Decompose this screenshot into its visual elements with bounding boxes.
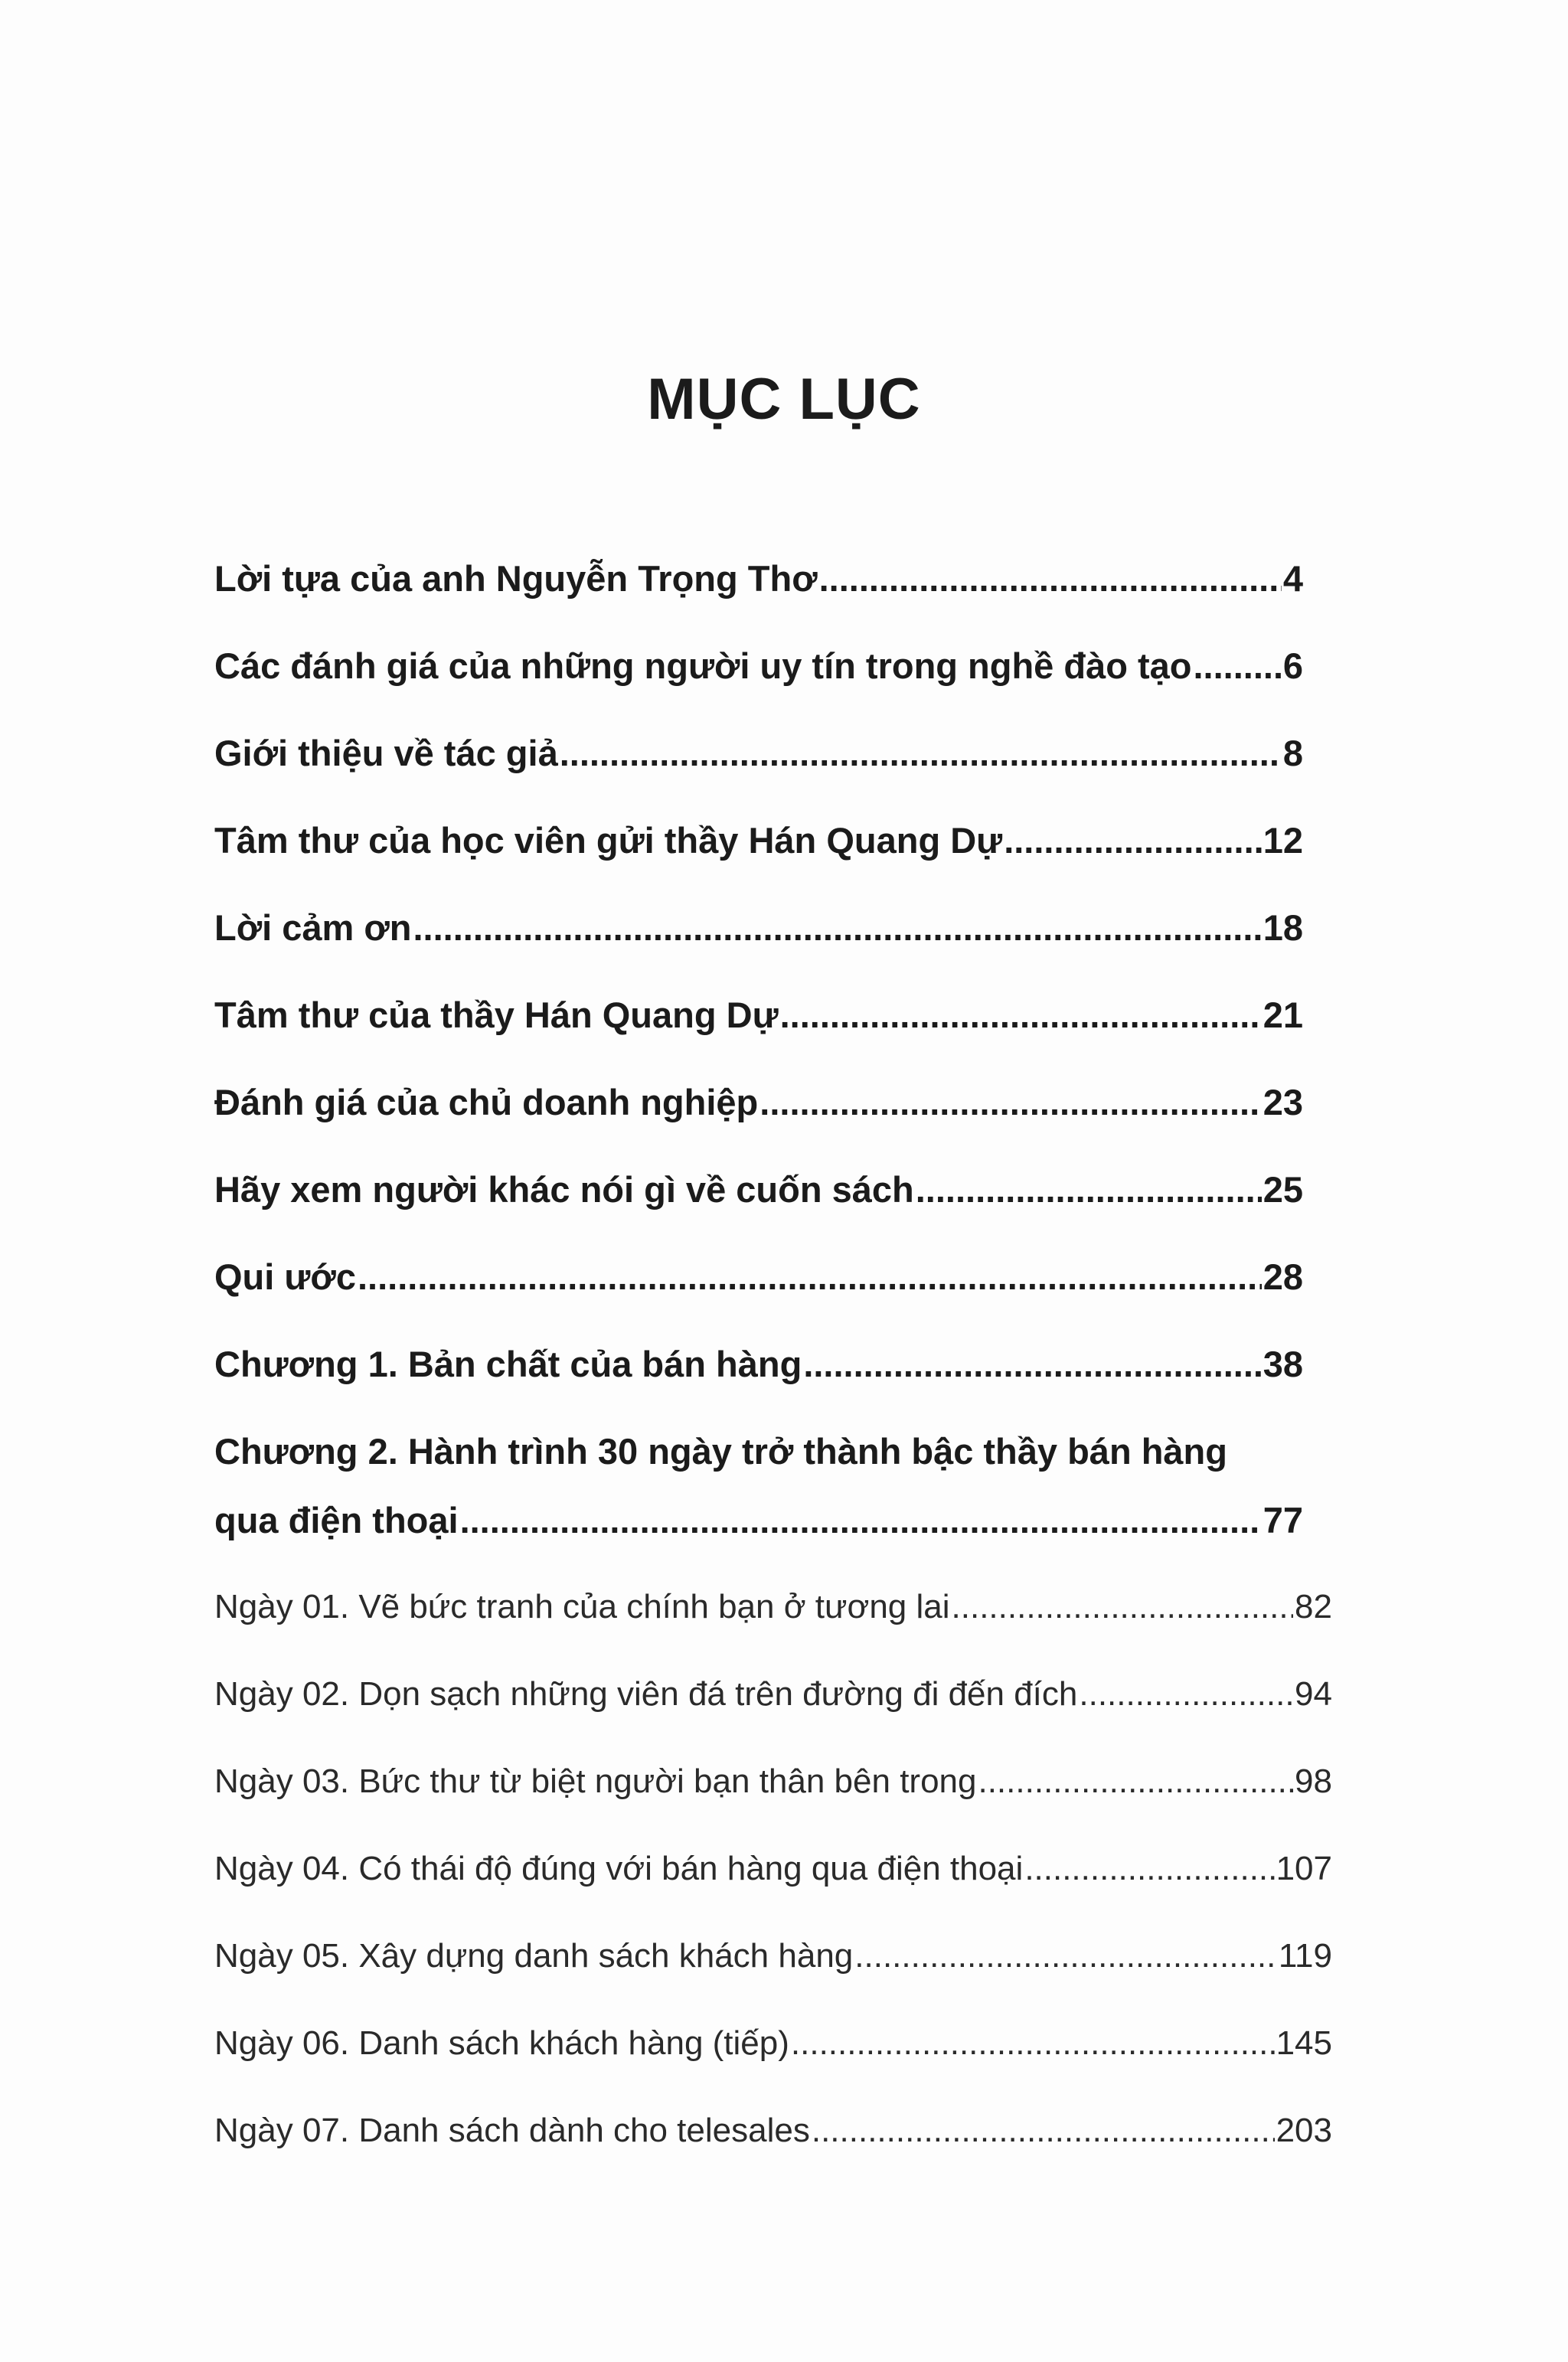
toc-entry-page: 25 <box>1263 1169 1303 1210</box>
toc-entry-label: Chương 1. Bản chất của bán hàng <box>214 1344 802 1384</box>
toc-sub-entry-label: Ngày 03. Bức thư từ biệt người bạn thân bên trong <box>214 1763 977 1800</box>
toc-sub-entry-label: Ngày 02. Dọn sạch những viên đá trên đường đi đến đích <box>214 1675 1078 1713</box>
leader-dots <box>560 732 1282 774</box>
toc-sub-entry <box>214 2112 1332 2150</box>
toc-entry-page: 4 <box>1282 558 1303 599</box>
leader-dots <box>812 2112 1275 2150</box>
toc-sub-entry <box>214 1675 1332 1714</box>
toc-sub-entry-label: Ngày 07. Danh sách dành cho telesales <box>214 2112 810 2149</box>
toc-entry-page: 28 <box>1263 1256 1303 1297</box>
toc-sub-entry-page: 98 <box>1295 1763 1332 1800</box>
toc-entry-label: Các đánh giá của những người uy tín trong nghề đào tạo <box>214 645 1192 686</box>
toc-sub-entry <box>214 2024 1332 2063</box>
toc-sub-entry-page: 119 <box>1278 1937 1332 1975</box>
toc-sub-entry-page: 94 <box>1295 1675 1332 1713</box>
toc-entry-page: 23 <box>1263 1082 1303 1122</box>
toc-sub-entry <box>214 1850 1332 1888</box>
toc-entry <box>214 732 1303 774</box>
toc-entry-page: 21 <box>1263 995 1303 1035</box>
toc-entry <box>214 1168 1303 1210</box>
leader-dots <box>760 1081 1261 1123</box>
leader-dots <box>1024 1850 1274 1888</box>
leader-dots <box>791 2024 1275 2063</box>
toc-entry <box>214 907 1303 949</box>
toc-sub-entry <box>214 1937 1332 1975</box>
toc-entry <box>214 1081 1303 1123</box>
toc-entry <box>214 557 1303 599</box>
toc-entry <box>214 1343 1303 1385</box>
leader-dots <box>978 1763 1293 1801</box>
toc-entry <box>214 994 1303 1036</box>
toc-entry-label: qua điện thoại <box>214 1500 459 1540</box>
leader-dots <box>358 1256 1262 1298</box>
toc-sub-entry <box>214 1588 1332 1626</box>
toc-sub-entry <box>214 1763 1332 1801</box>
page-title: MỤC LỤC <box>647 367 921 432</box>
leader-dots <box>803 1343 1261 1385</box>
leader-dots <box>413 907 1262 949</box>
leader-dots <box>1193 645 1281 687</box>
leader-dots <box>780 994 1262 1036</box>
leader-dots <box>1079 1675 1293 1714</box>
toc-sub-entry-label: Ngày 05. Xây dựng danh sách khách hàng <box>214 1937 854 1975</box>
leader-dots <box>1004 819 1262 861</box>
toc-entry-label: Lời cảm ơn <box>214 907 412 948</box>
toc-entry-label: Tâm thư của thầy Hán Quang Dự <box>214 995 779 1035</box>
toc-entry-label: Hãy xem người khác nói gì về cuốn sách <box>214 1169 914 1210</box>
leader-dots <box>460 1499 1262 1541</box>
leader-dots <box>819 557 1282 599</box>
leader-dots <box>854 1937 1277 1975</box>
toc-entry <box>214 819 1303 861</box>
toc-sub-entry-page: 203 <box>1276 2112 1332 2149</box>
toc-entry-page: 12 <box>1263 820 1303 861</box>
toc-sub-entry-page: 107 <box>1276 1850 1332 1887</box>
toc-sub-entry-label: Ngày 04. Có thái độ đúng với bán hàng qua điện thoại <box>214 1850 1024 1887</box>
toc-entry <box>214 645 1303 687</box>
toc-entry <box>214 1256 1303 1298</box>
toc-entry-page: 6 <box>1282 645 1303 686</box>
toc-sub-entry-label: Ngày 01. Vẽ bức tranh của chính bạn ở tương lai <box>214 1588 950 1625</box>
toc-sub-entry-label: Ngày 06. Danh sách khách hàng (tiếp) <box>214 2024 789 2062</box>
toc-entry-page: 8 <box>1282 733 1303 773</box>
toc-sub-entry-page: 82 <box>1295 1588 1332 1625</box>
toc-entry <box>214 1499 1303 1541</box>
toc-entry-page: 77 <box>1263 1500 1303 1540</box>
toc-entry-label: Qui ước <box>214 1256 356 1297</box>
toc-entry-label-line1: Chương 2. Hành trình 30 ngày trở thành bậc thầy bán hàng <box>214 1431 1227 1472</box>
toc-entry-label: Đánh giá của chủ doanh nghiệp <box>214 1082 759 1122</box>
toc-entry-label: Giới thiệu về tác giả <box>214 733 558 773</box>
leader-dots <box>916 1168 1262 1210</box>
toc-entry-label: Lời tựa của anh Nguyễn Trọng Thơ <box>214 558 818 599</box>
toc-entry-page: 18 <box>1263 907 1303 948</box>
toc-sub-entry-page: 145 <box>1276 2024 1332 2062</box>
toc-entry-label: Tâm thư của học viên gửi thầy Hán Quang Dự <box>214 820 1003 861</box>
leader-dots <box>952 1588 1294 1626</box>
toc-entry-page: 38 <box>1263 1344 1303 1384</box>
